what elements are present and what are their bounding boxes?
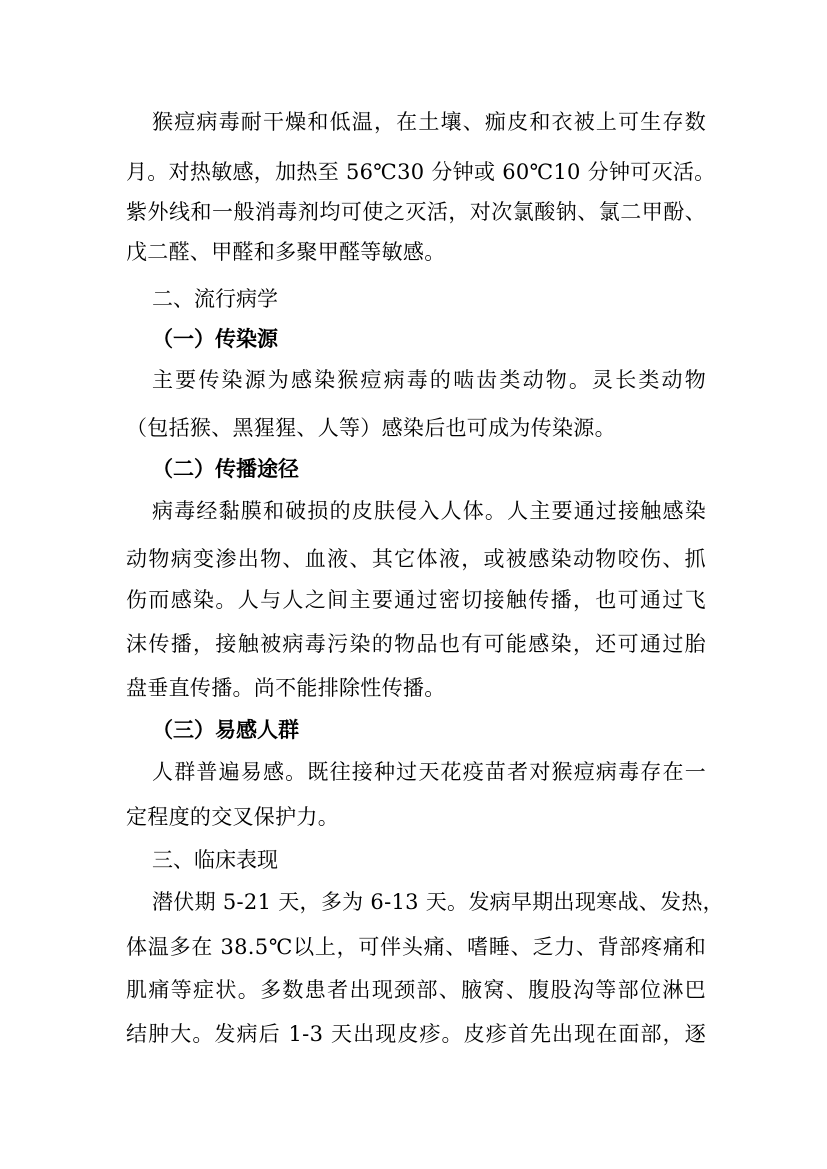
subsection-heading: （三）易感人群 bbox=[152, 718, 299, 742]
paragraph-line: 体温多在 38.5℃以上，可伴头痛、嗜睡、乏力、背部疼痛和 bbox=[126, 935, 706, 959]
paragraph-line: 主要传染源为感染猴痘病毒的啮齿类动物。灵长类动物 bbox=[152, 368, 706, 392]
paragraph-line: 病毒经黏膜和破损的皮肤侵入人体。人主要通过接触感染 bbox=[152, 499, 706, 523]
paragraph-line: 潜伏期 5-21 天，多为 6-13 天。发病早期出现寒战、发热， bbox=[152, 890, 724, 914]
paragraph-line: （包括猴、黑猩猩、人等）感染后也可成为传染源。 bbox=[126, 416, 616, 440]
paragraph-line: 紫外线和一般消毒剂均可使之灭活，对次氯酸钠、氯二甲酚、 bbox=[126, 200, 706, 224]
paragraph-line: 定程度的交叉保护力。 bbox=[126, 805, 339, 829]
paragraph-line: 月。对热敏感，加热至 56℃30 分钟或 60℃10 分钟可灭活。 bbox=[126, 160, 716, 184]
subsection-heading: （二）传播途径 bbox=[152, 457, 299, 481]
paragraph-line: 伤而感染。人与人之间主要通过密切接触传播，也可通过飞 bbox=[126, 588, 706, 612]
paragraph-line: 人群普遍易感。既往接种过天花疫苗者对猴痘病毒存在一 bbox=[152, 760, 706, 784]
paragraph-line: 猴痘病毒耐干燥和低温，在土壤、痂皮和衣被上可生存数 bbox=[152, 110, 706, 134]
paragraph-line: 肌痛等症状。多数患者出现颈部、腋窝、腹股沟等部位淋巴 bbox=[126, 978, 706, 1002]
paragraph-line: 盘垂直传播。尚不能排除性传播。 bbox=[126, 676, 446, 700]
paragraph-line: 结肿大。发病后 1-3 天出现皮疹。皮疹首先出现在面部，逐 bbox=[126, 1022, 706, 1046]
section-heading: 二、流行病学 bbox=[152, 287, 278, 311]
section-heading: 三、临床表现 bbox=[152, 848, 278, 872]
paragraph-line: 戊二醛、甲醛和多聚甲醛等敏感。 bbox=[126, 240, 446, 264]
paragraph-line: 动物病变渗出物、血液、其它体液，或被感染动物咬伤、抓 bbox=[126, 547, 706, 571]
subsection-heading: （一）传染源 bbox=[152, 327, 278, 351]
paragraph-line: 沫传播，接触被病毒污染的物品也有可能感染，还可通过胎 bbox=[126, 632, 706, 656]
